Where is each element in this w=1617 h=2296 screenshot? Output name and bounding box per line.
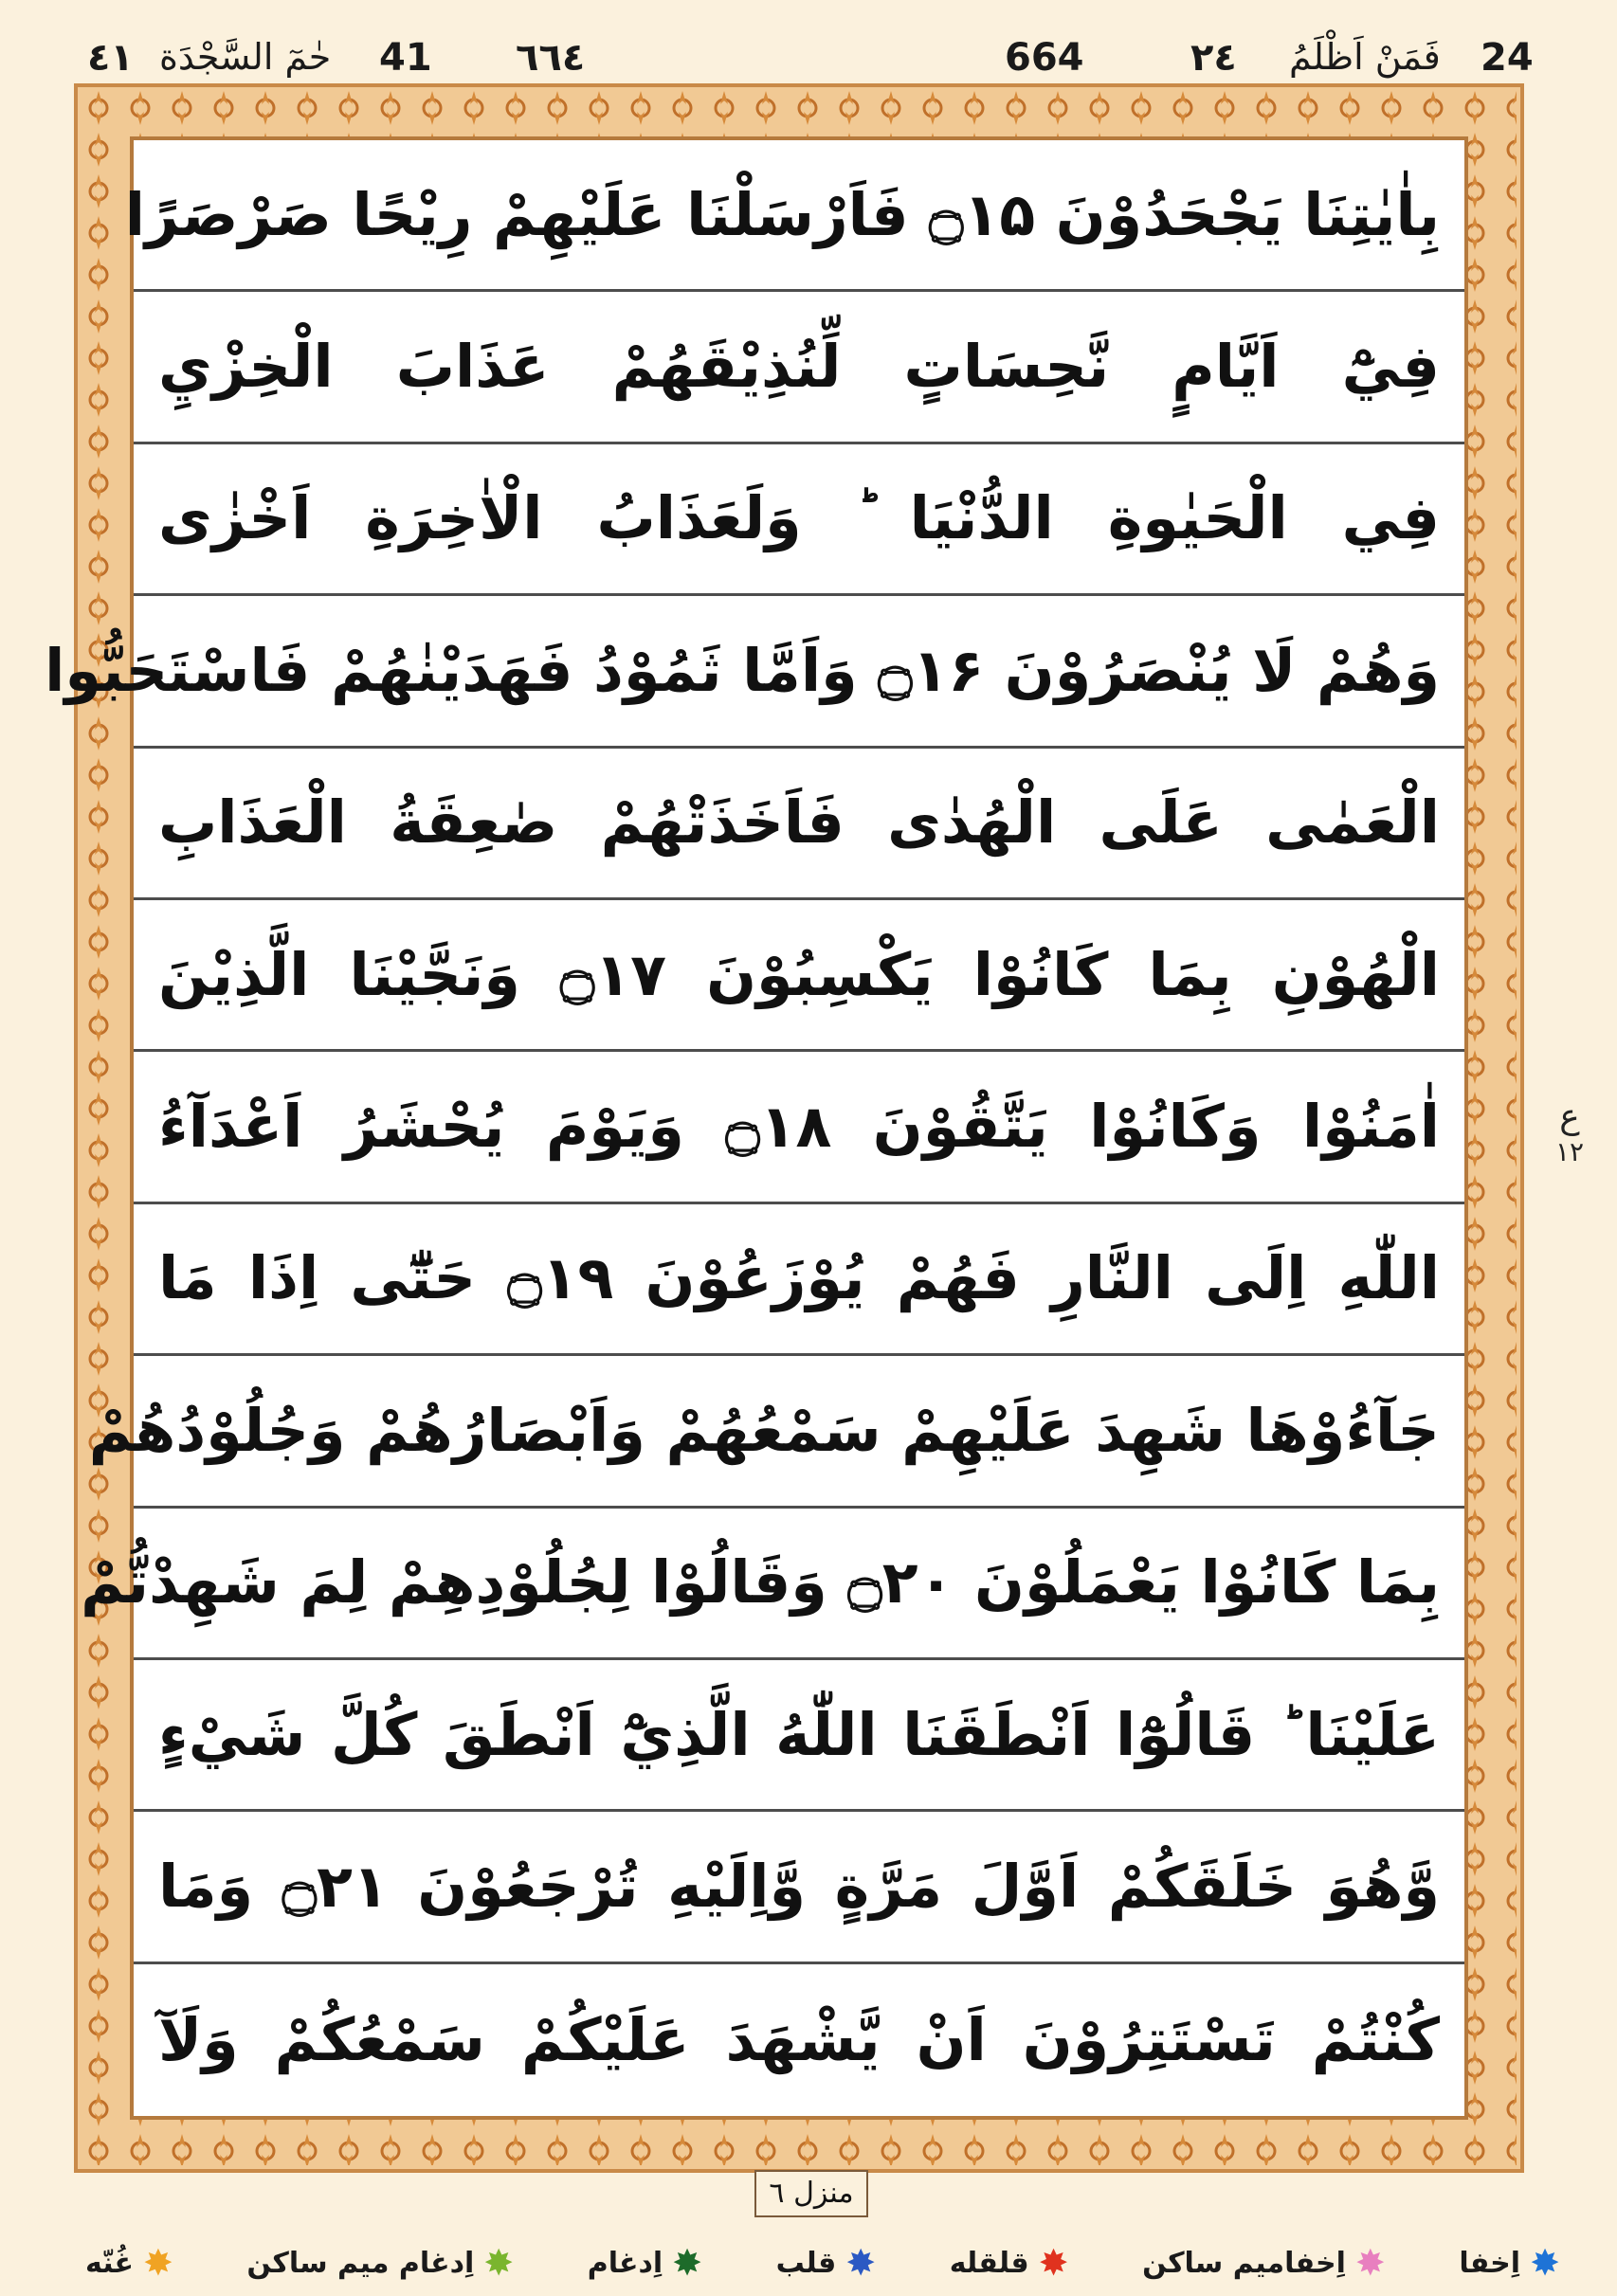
line-text: الْعَمٰى عَلَى الْهُدٰى فَاَخَذَتْهُمْ صٰعِقَةُ الْعَذَابِ [158,787,1440,858]
line-text: جَآءُوْهَا شَهِدَ عَلَيْهِمْ سَمْعُهُمْ وَاَبْصَارُهُمْ وَجُلُوْدُهُمْ [88,1395,1440,1465]
line-text: اٰمَنُوْا وَكَانُوْا يَتَّقُوْنَ ۝۱۸ وَيَوْمَ يُحْشَرُ اَعْدَآءُ [158,1092,1440,1162]
text-line [134,1204,1464,1356]
line-text: وَهُمْ لَا يُنْصَرُوْنَ ۝۱۶ وَاَمَّا ثَمُوْدُ فَهَدَيْنٰهُمْ فَاسْتَحَبُّوا [45,635,1440,705]
surah-number-arabic: ٤١ [87,36,134,80]
legend-label: اِدغام میم ساکن [246,2246,475,2280]
legend-label: قلقله [949,2246,1029,2280]
line-text: كُنْتُمْ تَسْتَتِرُوْنَ اَنْ يَّشْهَدَ عَلَيْكُمْ سَمْعُكُمْ وَلَآ [158,2004,1440,2074]
para-name: فَمَنْ اَظْلَمُ [1289,36,1441,78]
line-text: فِيْٓ اَيَّامٍ نَّحِسَاتٍ لِّنُذِيْقَهُمْ عَذَابَ الْخِزْيِ [158,332,1440,402]
star-icon: ✸ [483,2242,515,2284]
text-line [134,444,1464,596]
text-line [124,140,1464,292]
text-line [88,1356,1464,1508]
line-text: وَّهُوَ خَلَقَكُمْ اَوَّلَ مَرَّةٍ وَّاِلَيْهِ تُرْجَعُوْنَ ۝۲۱ وَمَا [158,1852,1440,1922]
para-number: 24 [1481,36,1534,80]
legend-item [246,2234,514,2291]
line-text: بِاٰيٰتِنَا يَجْحَدُوْنَ ۝۱۵ فَاَرْسَلْنَا عَلَيْهِمْ رِيْحًا صَرْصَرًا [124,179,1440,249]
manzil-label: منزل ٦ [754,2170,868,2217]
line-text: الْهُوْنِ بِمَا كَانُوْا يَكْسِبُوْنَ ۝۱۷ وَنَجَّيْنَا الَّذِيْنَ [158,939,1440,1009]
line-text: اللّٰهِ اِلَى النَّارِ فَهُمْ يُوْزَعُوْنَ ۝۱۹ حَتّٰٓى اِذَا مَا [158,1243,1440,1313]
text-line [134,1052,1464,1203]
text-line [134,749,1464,900]
surah-name: حٰمٓ السَّجْدَة [159,36,332,78]
text-line [134,1812,1464,1963]
line-text: عَلَيْنَا ؕ قَالُوْٓا اَنْطَقَنَا اللّٰهُ الَّذِيْٓ اَنْطَقَ كُلَّ شَيْءٍ [158,1699,1440,1769]
text-line [134,1964,1464,2116]
line-text: فِي الْحَيٰوةِ الدُّنْيَا ؕ وَلَعَذَابُ الْاٰخِرَةِ اَخْزٰى [158,483,1440,553]
text-page [45,136,1468,2120]
ruku-letter: ع [1559,1097,1580,1136]
star-icon: ✸ [1354,2242,1386,2284]
para-number-arabic: ٢٤ [1190,36,1237,80]
legend-label: اِدغام [587,2246,663,2280]
legend-item [1142,2234,1386,2291]
text-line [134,292,1464,443]
ruku-number: ١٢ [1554,1136,1585,1167]
text-line [81,1509,1464,1660]
text-line [134,1660,1464,1812]
legend-label: غُنّه [85,2246,134,2280]
page-number: 664 [1005,36,1084,80]
page-number-arabic: ٦٦٤ [516,36,586,80]
legend-item [85,2234,173,2291]
star-icon: ✸ [845,2242,877,2284]
page-header [0,0,1617,95]
legend-item [1459,2234,1560,2291]
legend-item [776,2234,877,2291]
surah-number: 41 [379,36,432,80]
legend-item [588,2234,702,2291]
star-icon: ✸ [1038,2242,1069,2284]
line-text: بِمَا كَانُوْا يَعْمَلُوْنَ ۝۲۰ وَقَالُوْا لِجُلُوْدِهِمْ لِمَ شَهِدْتُّمْ [81,1547,1440,1618]
ornamental-frame [45,83,1524,2173]
star-icon: ✸ [672,2242,702,2284]
legend-label: قلب [775,2246,837,2280]
legend-label: اِخفامیم ساکن [1142,2246,1346,2280]
text-line [134,900,1464,1052]
legend-item [950,2234,1069,2291]
tajweed-legend [0,2234,1617,2291]
ruku-marker [1543,1097,1596,1202]
star-icon: ✸ [1530,2242,1560,2284]
star-icon: ✸ [142,2242,173,2284]
legend-label: اِخفا [1459,2246,1521,2280]
text-line [45,596,1464,748]
